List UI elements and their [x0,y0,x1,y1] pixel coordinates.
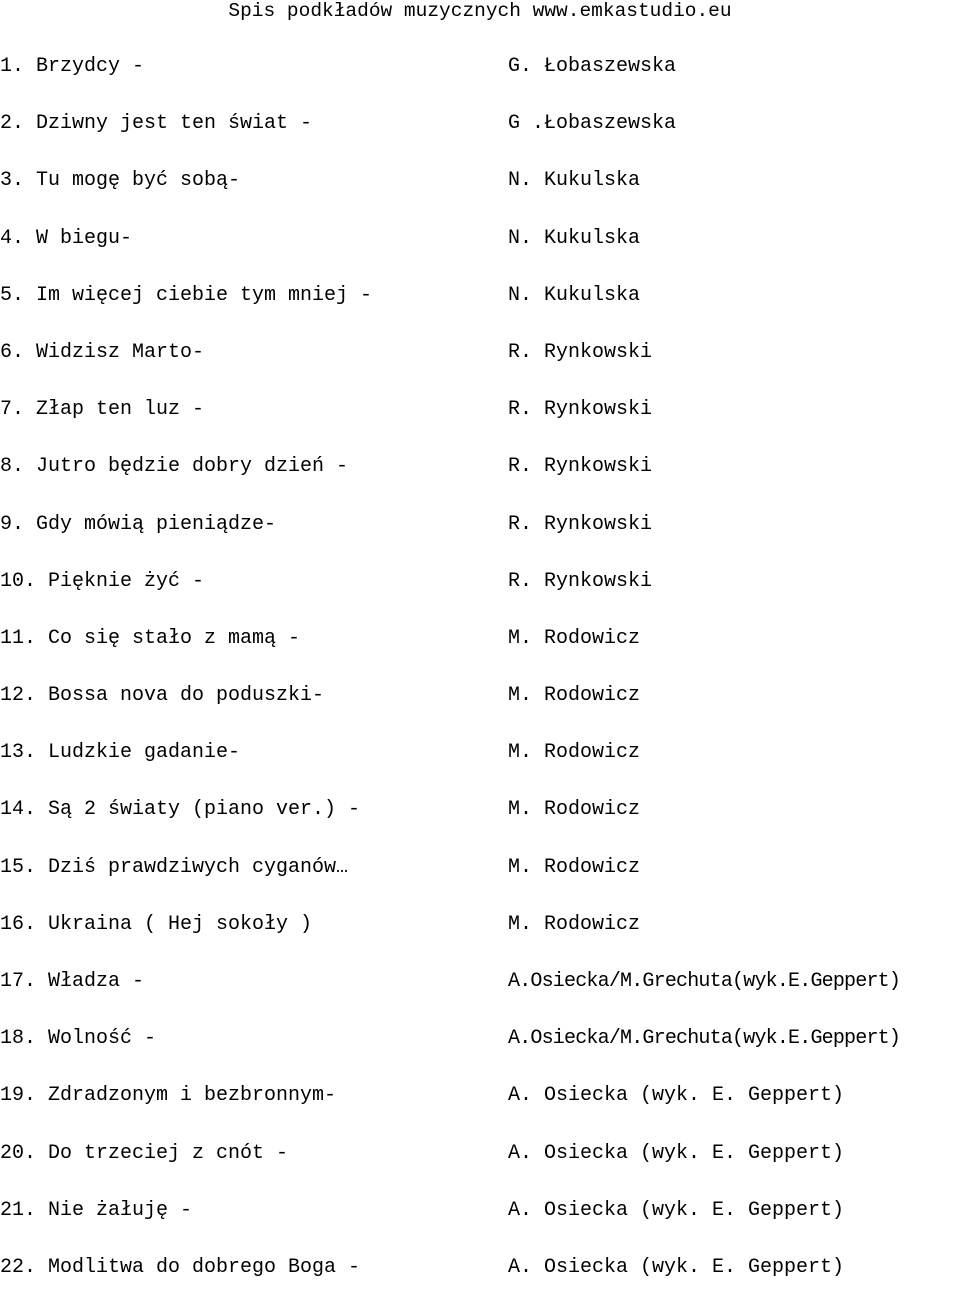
list-item [0,683,960,740]
list-item [0,912,960,969]
list-item [0,569,960,626]
song-title: 17. Władza - [0,970,145,993]
song-artist: R. Rynkowski [508,340,653,364]
song-title: 12. Bossa nova do poduszki- [0,684,325,708]
list-item [0,626,960,683]
song-title: 5. Im więcej ciebie tym mniej - [0,283,373,307]
song-title: 21. Nie żałuję - [0,1198,193,1222]
list-item [0,797,960,854]
song-title: 6. Widzisz Marto- [0,340,205,364]
song-artist: M. Rodowicz [508,912,641,936]
list-item [0,168,960,225]
song-title: 13. Ludzkie gadanie- [0,741,241,765]
list-item [0,454,960,511]
song-artist: M. Rodowicz [508,741,641,765]
list-item [0,54,960,111]
page-title: Spis podkładów muzycznych www.emkastudio.eu [228,0,732,22]
list-item [0,1083,960,1140]
list-item [0,1198,960,1255]
song-artist: A. Osiecka (wyk. E. Geppert) [508,1255,845,1279]
list-item [0,226,960,283]
song-title: 10. Pięknie żyć - [0,569,205,593]
song-artist: M. Rodowicz [508,855,641,879]
song-list [0,54,960,1312]
song-artist: N. Kukulska [508,283,641,307]
song-artist: R. Rynkowski [508,512,653,536]
song-artist: A. Osiecka (wyk. E. Geppert) [508,1084,845,1108]
song-artist: R. Rynkowski [508,455,653,479]
list-item [0,1255,960,1312]
song-artist: R. Rynkowski [508,569,653,593]
song-title: 2. Dziwny jest ten świat - [0,112,313,136]
song-artist: R. Rynkowski [508,398,653,422]
list-item [0,283,960,340]
song-artist: M. Rodowicz [508,684,641,708]
song-artist: G. Łobaszewska [508,55,677,78]
song-artist: A. Osiecka (wyk. E. Geppert) [508,1198,845,1222]
list-item [0,969,960,1026]
song-title: 4. W biegu- [0,226,133,250]
song-title: 20. Do trzeciej z cnót - [0,1141,289,1165]
song-artist: N. Kukulska [508,169,641,193]
song-title: 1. Brzydcy - [0,55,145,78]
song-artist: A.Osiecka/M.Grechuta(wyk.E.Geppert) [508,1027,901,1051]
list-item [0,1026,960,1083]
song-title: 8. Jutro będzie dobry dzień - [0,455,349,479]
song-artist: G .Łobaszewska [508,112,677,136]
list-item [0,340,960,397]
song-title: 19. Zdradzonym i bezbronnym- [0,1084,337,1108]
song-title: 9. Gdy mówią pieniądze- [0,512,277,536]
song-title: 7. Złap ten luz - [0,398,205,422]
list-item [0,397,960,454]
list-item [0,111,960,168]
song-artist: A.Osiecka/M.Grechuta(wyk.E.Geppert) [508,970,901,993]
song-title: 16. Ukraina ( Hej sokoły ) [0,912,313,936]
song-title: 11. Co się stało z mamą - [0,626,301,650]
song-title: 22. Modlitwa do dobrego Boga - [0,1255,361,1279]
list-item [0,1141,960,1198]
song-artist: A. Osiecka (wyk. E. Geppert) [508,1141,845,1165]
song-title: 3. Tu mogę być sobą- [0,169,241,193]
song-title: 18. Wolność - [0,1027,157,1051]
song-artist: N. Kukulska [508,226,641,250]
song-title: 14. Są 2 światy (piano ver.) - [0,798,361,822]
song-artist: M. Rodowicz [508,626,641,650]
list-item [0,855,960,912]
song-title: 15. Dziś prawdziwych cyganów… [0,855,349,879]
list-item [0,740,960,797]
song-artist: M. Rodowicz [508,798,641,822]
list-item [0,512,960,569]
